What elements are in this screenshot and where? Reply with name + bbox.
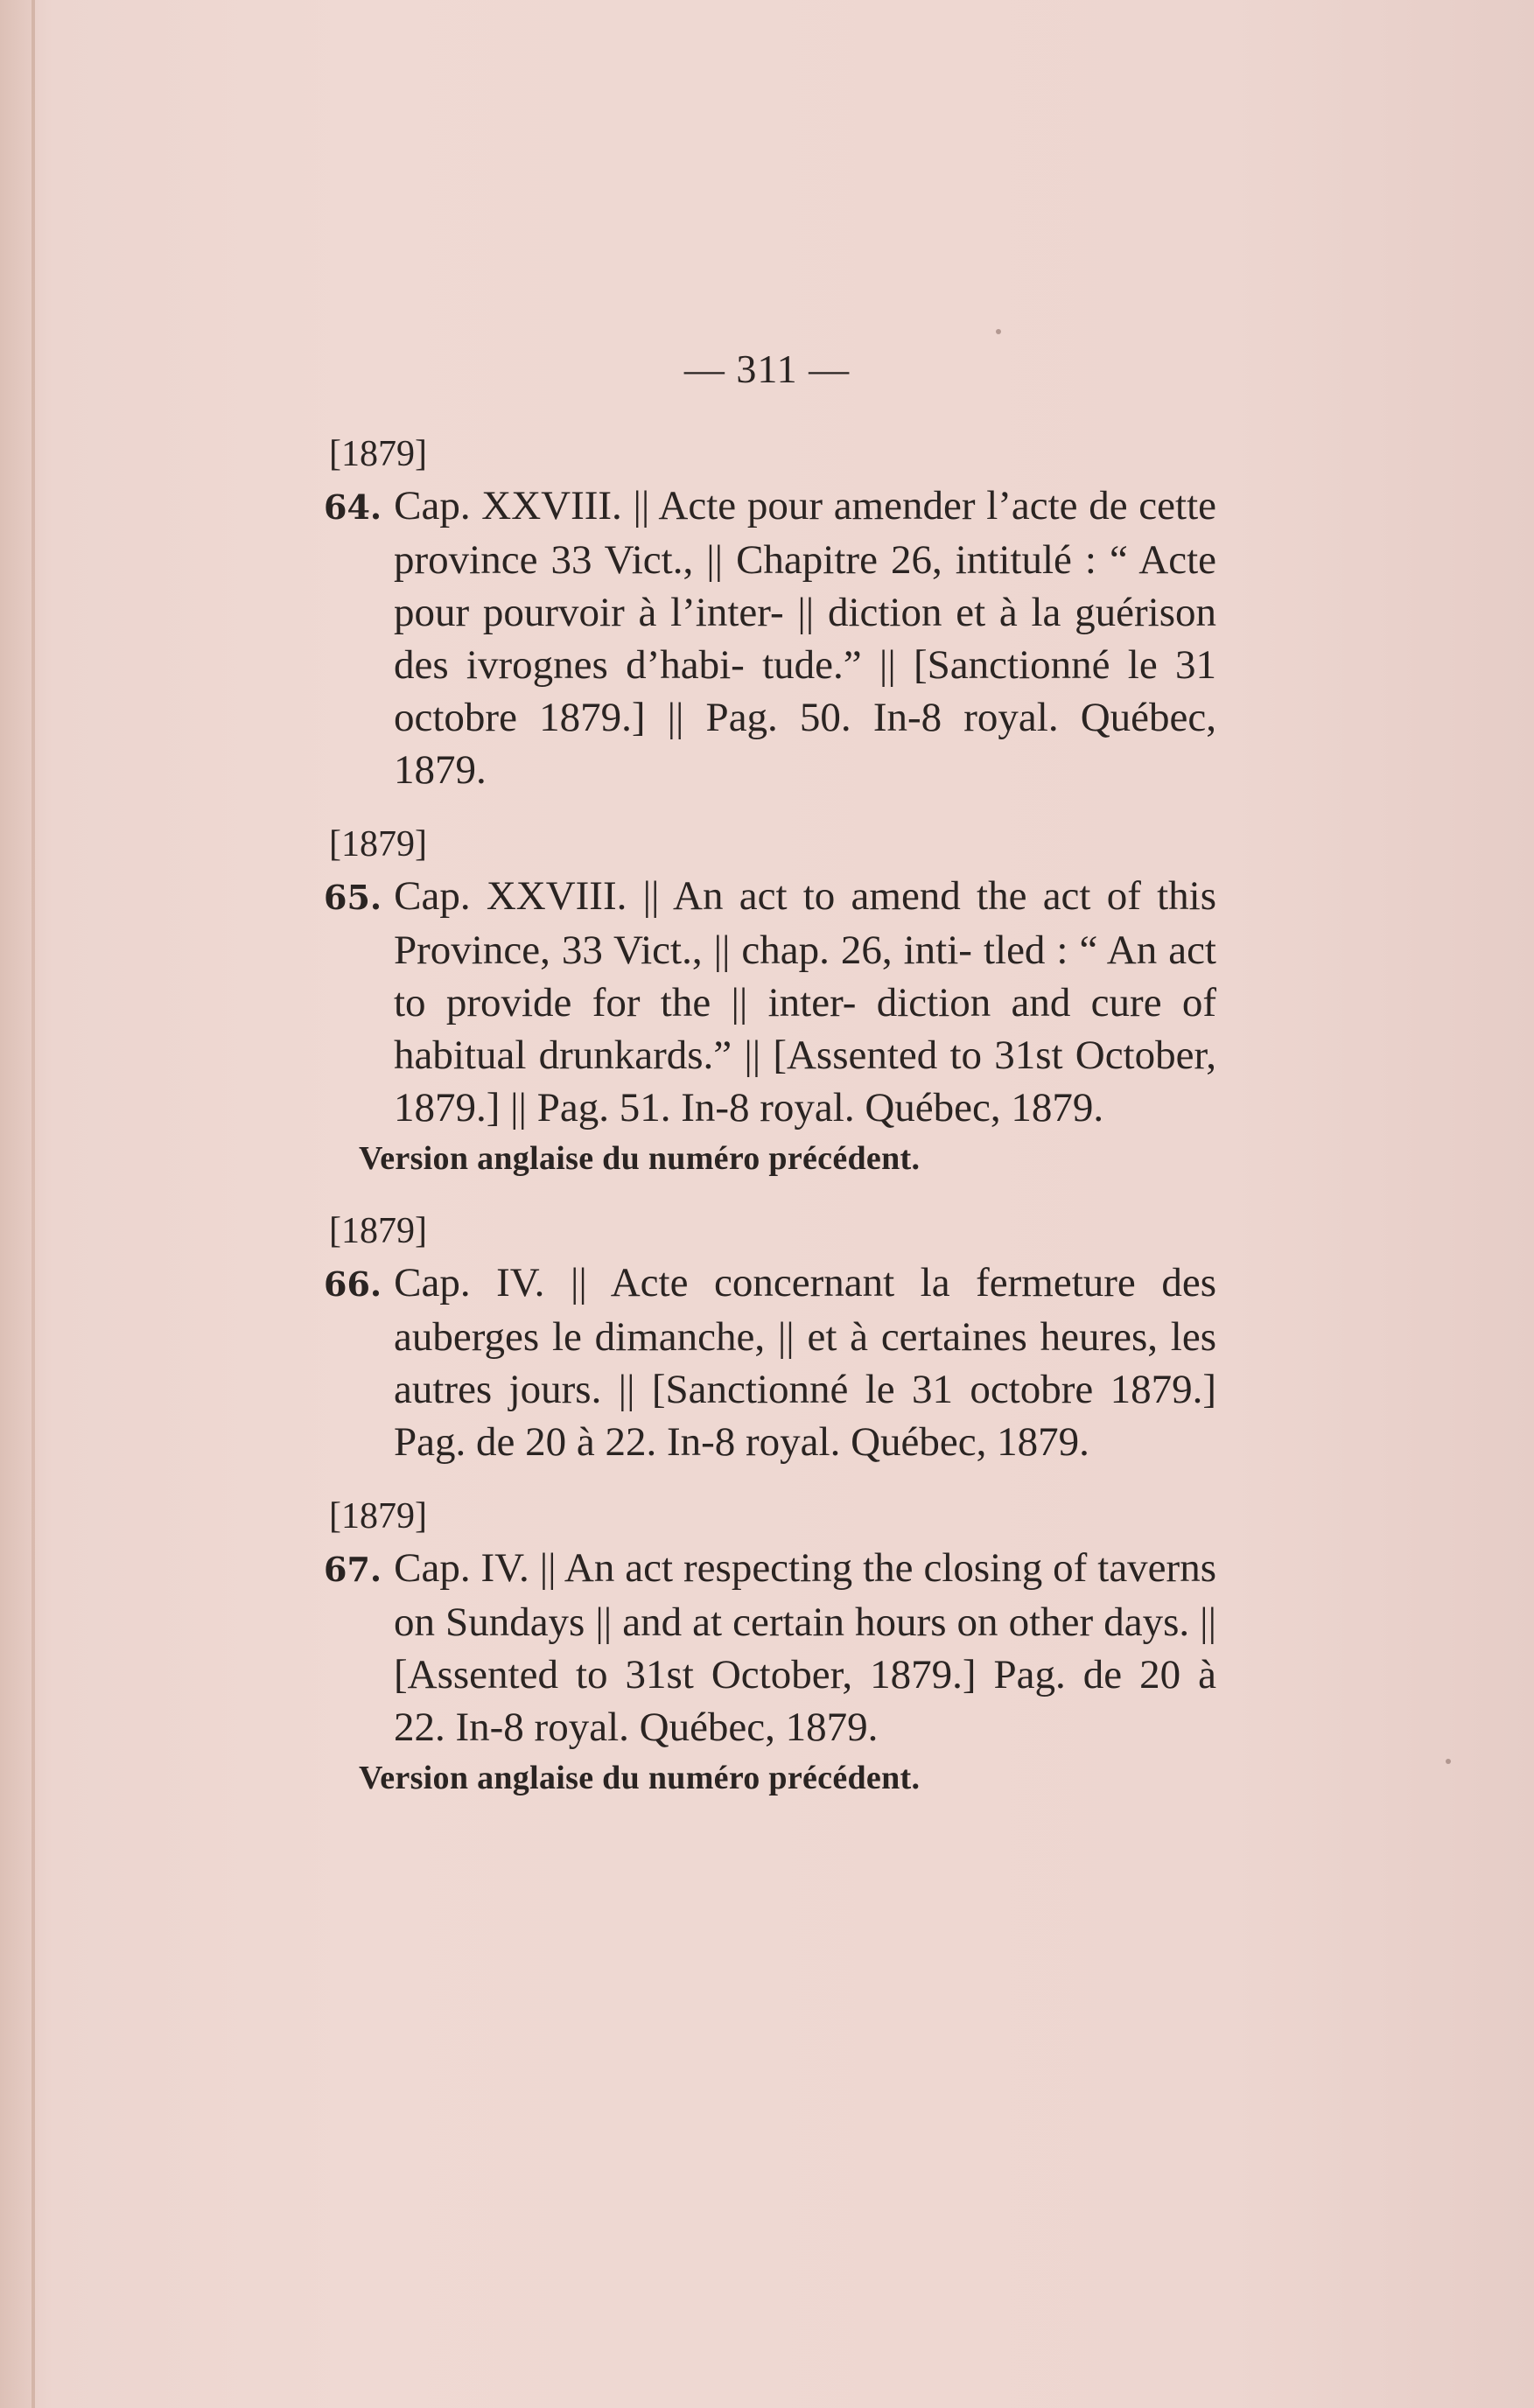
- entry-number: 65.: [324, 878, 382, 917]
- entry-body: [324, 480, 1216, 796]
- catalog-entry: [324, 1491, 1216, 1802]
- catalog-entry: [324, 819, 1216, 1183]
- entry-text: Cap. IV. || An act respecting the closing of taverns on Sundays || and at certain hours on other days. || [Assented to 31st October, 1879.] Pag. de 20 à 22. In-8 royal. Québec, 1879.: [394, 1545, 1216, 1750]
- entry-year: [1879]: [329, 434, 427, 474]
- entry-year: [1879]: [329, 1496, 427, 1536]
- entry-list: [324, 429, 1216, 1825]
- entry-text: Cap. XXVIII. || An act to amend the act of this Province, 33 Vict., || chap. 26, inti- tled : “ An act to provide for the || inter- diction and cure of habitual drunkards.” || [Assented to 31st October, 1879.] || Pag. 51. In-8 royal. Québec, 1879.: [394, 873, 1216, 1130]
- entry-number: 64.: [324, 487, 382, 527]
- paper-speck: [1446, 1759, 1451, 1764]
- entry-body: [324, 1256, 1216, 1468]
- paper-speck: [996, 329, 1001, 334]
- entry-year: [1879]: [329, 1211, 427, 1251]
- entry-text: Cap. IV. || Acte concernant la fermeture des auberges le dimanche, || et à certaines heures, les autres jours. || [Sanctionné le 31 octobre 1879.] Pag. de 20 à 22. In-8 royal. Québec, 1879.: [394, 1260, 1216, 1465]
- catalog-entry: [324, 1206, 1216, 1468]
- entry-number: 67.: [324, 1550, 382, 1589]
- entry-year: [1879]: [329, 824, 427, 864]
- catalog-entry: [324, 429, 1216, 796]
- entry-text: Cap. XXVIII. || Acte pour amender l’acte de cette province 33 Vict., || Chapitre 26, intitulé : “ Acte pour pourvoir à l’inter- || diction et à la guérison des ivrognes d’habi- tude.” || [Sanctionné le 31 octobre 1879.] || Pag. 50. In-8 royal. Québec, 1879.: [394, 483, 1216, 793]
- entry-number: 66.: [324, 1264, 382, 1304]
- entry-body: [324, 1542, 1216, 1754]
- page-number: — 311 —: [683, 346, 851, 391]
- entry-body: [324, 870, 1216, 1134]
- entry-note: Version anglaise du numéro précédent.: [359, 1140, 921, 1177]
- entry-note: Version anglaise du numéro précédent.: [359, 1760, 921, 1796]
